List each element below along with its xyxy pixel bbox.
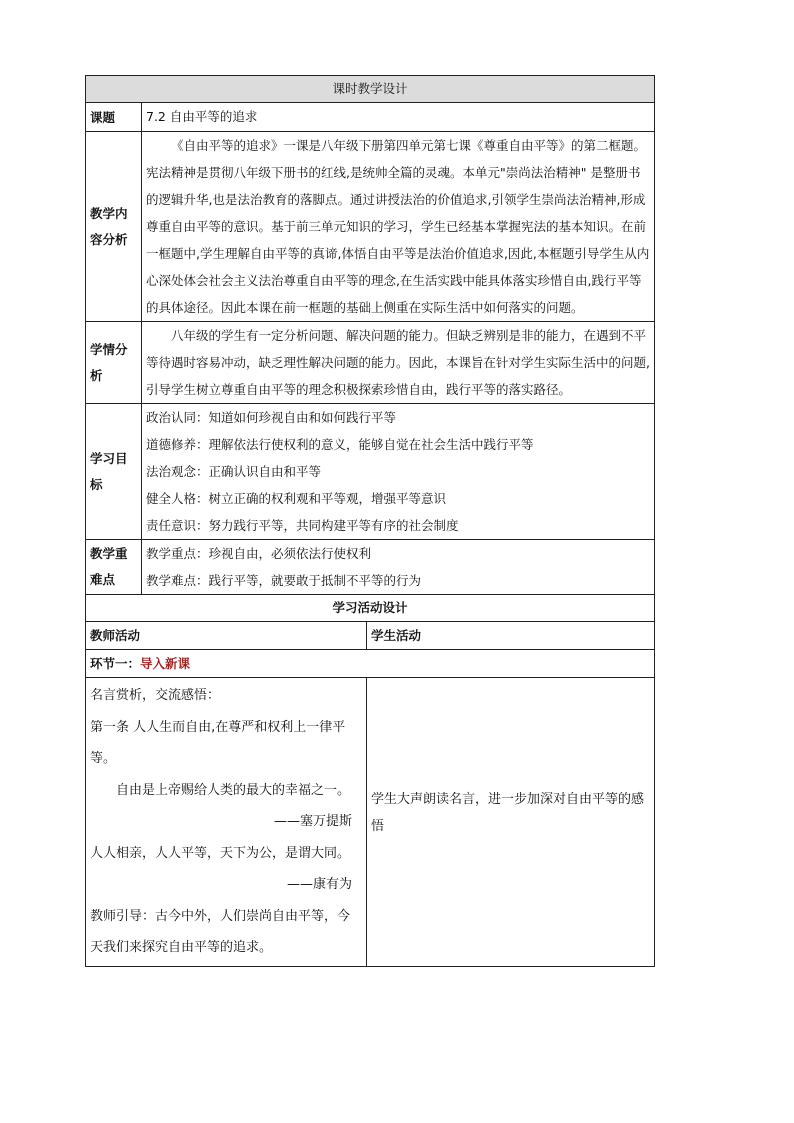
- section-row: [86, 650, 655, 678]
- learner-analysis-row: [86, 322, 655, 404]
- content-analysis-text: 《自由平等的追求》一课是八年级下册第四单元第七课《尊重自由平等》的第二框题。宪法精神是贯彻八年级下册书的红线,是统帅全篇的灵魂。本单元"崇尚法治精神" 是整册书的逻辑升华,也是法治教育的落脚点。通过讲授法治的价值追求,引领学生崇尚法治精神,形成尊重自由平等的意识。基于前三单元知识的学习，学生已经基本掌握宪法的基本知识。在前一框题中,学生理解自由平等的真谛,体悟自由平等是法治价值追求,因此,本框题引导学生从内心深处体会社会主义法治尊重自由平等的理念,在生活实践中能具体落实珍惜自由,践行平等的具体途径。因此本课在前一框题的基础上侧重在实际生活中如何落实的问题。: [142, 132, 655, 322]
- teacher-guide: 教师引导：古今中外，人们崇尚自由平等，今天我们来探究自由平等的追求。: [90, 908, 351, 955]
- objective-item: 法治观念：正确认识自由和平等: [146, 464, 322, 479]
- key-point-item: 教学重点：珍视自由，必须依法行使权利: [146, 546, 372, 561]
- objective-item: 政治认同：知道如何珍视自由和如何践行平等: [146, 410, 397, 425]
- header-row: [86, 76, 655, 103]
- key-points-label: 教学重难点: [86, 540, 142, 595]
- topic-label: 课题: [86, 103, 142, 132]
- lesson-plan-table: [85, 75, 655, 967]
- quote-author-kang-youwei: ——康有为: [286, 877, 352, 892]
- objective-item: 道德修养：理解依法行使权利的意义，能够自觉在社会生活中践行平等: [146, 437, 534, 452]
- section-prefix: 环节一：: [90, 656, 141, 671]
- section-heading: [86, 650, 655, 678]
- topic-row: [86, 103, 655, 132]
- quote-declaration: 第一条 人人生而自由,在尊严和权利上一律平等。: [90, 719, 346, 766]
- student-activity-header: 学生活动: [367, 622, 655, 650]
- key-points-row: [86, 540, 655, 595]
- intro-line: 名言赏析，交流感悟：: [90, 688, 221, 703]
- quote-cervantes: 自由是上帝赐给人类的最大的幸福之一。: [116, 782, 351, 798]
- key-points-list: [142, 540, 655, 595]
- objectives-list: [142, 404, 655, 540]
- quote-kang-youwei: 人人相亲，人人平等，天下为公，是谓大同。: [90, 845, 351, 861]
- objective-item: 健全人格：树立正确的权利观和平等观，增强平等意识: [146, 491, 447, 506]
- section-body-row: [86, 678, 655, 967]
- section-title: 导入新课: [140, 656, 191, 671]
- learner-analysis-text: 八年级的学生有一定分析问题、解决问题的能力。但缺乏辨别是非的能力，在遇到不平等待遇时容易冲动，缺乏理性解决问题的能力。因此，本课旨在针对学生实际生活中的问题,引导学生树立尊重自由平等的理念积极探索珍惜自由，践行平等的落实路径。: [142, 322, 655, 404]
- learner-analysis-label: 学情分析: [86, 322, 142, 404]
- difficult-point-item: 教学难点：践行平等，就要敢于抵制不平等的行为: [146, 573, 422, 588]
- content-analysis-label: 教学内容分析: [86, 132, 142, 322]
- objective-item: 责任意识：努力践行平等，共同构建平等有序的社会制度: [146, 518, 459, 533]
- teacher-activity-header: 教师活动: [86, 622, 367, 650]
- lesson-plan-document: [85, 75, 654, 967]
- table-title: 课时教学设计: [86, 76, 655, 103]
- objectives-row: [86, 404, 655, 540]
- teacher-activity-cell: [86, 678, 367, 967]
- activity-design-title: 学习活动设计: [86, 595, 655, 622]
- topic-value: 7.2 自由平等的追求: [142, 103, 655, 132]
- objectives-label: 学习目标: [86, 404, 142, 540]
- quote-author-cervantes: ——塞万提斯: [273, 814, 352, 829]
- activity-columns-row: [86, 622, 655, 650]
- student-activity-cell: 学生大声朗读名言，进一步加深对自由平等的感悟: [367, 678, 655, 967]
- content-analysis-row: [86, 132, 655, 322]
- activity-title-row: [86, 595, 655, 622]
